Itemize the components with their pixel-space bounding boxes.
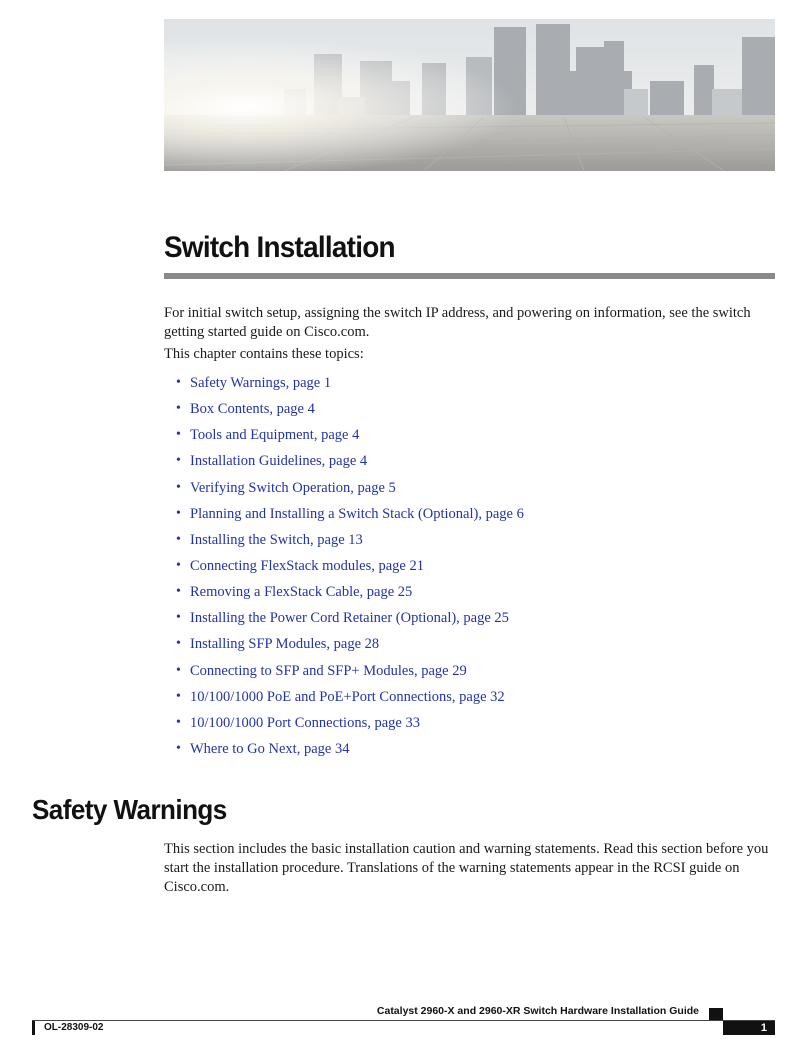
topic-link[interactable]: Installing the Power Cord Retainer (Optional), page 25	[190, 610, 509, 627]
bullet-icon: •	[176, 401, 181, 417]
bullet-icon: •	[176, 584, 181, 600]
bullet-icon: •	[176, 688, 181, 704]
title-rule	[164, 273, 775, 279]
bullet-icon: •	[176, 714, 181, 730]
bullet-icon: •	[176, 427, 181, 443]
chapter-title: Switch Installation	[164, 231, 395, 264]
topic-link[interactable]: Connecting to SFP and SFP+ Modules, page 29	[190, 662, 467, 679]
topic-link[interactable]: Removing a FlexStack Cable, page 25	[190, 584, 413, 601]
topic-link[interactable]: Tools and Equipment, page 4	[190, 427, 360, 444]
list-item	[176, 375, 524, 401]
topic-link[interactable]: Safety Warnings, page 1	[190, 375, 332, 391]
topic-link[interactable]: Installation Guidelines, page 4	[190, 453, 368, 470]
chapter-intro: For initial switch setup, assigning the switch IP address, and powering on information, see the switch getting started guide on Cisco.com.	[164, 305, 751, 340]
topic-link[interactable]: 10/100/1000 Port Connections, page 33	[190, 714, 420, 731]
list-item	[176, 506, 524, 532]
footer-guide-title: Catalyst 2960-X and 2960-XR Switch Hardware Installation Guide	[376, 1005, 699, 1017]
topic-link[interactable]: Planning and Installing a Switch Stack (Optional), page 6	[190, 505, 524, 522]
bullet-icon: •	[176, 557, 181, 573]
topics-lead: This chapter contains these topics:	[164, 346, 364, 362]
topic-link[interactable]: Box Contents, page 4	[190, 401, 315, 418]
section-title: Safety Warnings	[32, 794, 227, 825]
list-item	[176, 401, 524, 427]
bullet-icon: •	[176, 531, 181, 547]
footer-left-mark	[32, 1021, 35, 1035]
bullet-icon: •	[176, 375, 181, 390]
list-item	[176, 427, 524, 453]
bullet-icon: •	[176, 636, 181, 652]
bullet-icon: •	[176, 479, 181, 495]
list-item	[176, 636, 524, 662]
section-body: This section includes the basic installation caution and warning statements. Read this section before you start the installation procedure. Translations of the warning statements appear in the RCSI guide on Cisco.com.	[164, 841, 769, 895]
list-item	[176, 689, 524, 715]
bullet-icon: •	[176, 505, 181, 521]
list-item	[176, 610, 524, 636]
footer-doc-number: OL-28309-02	[44, 1022, 104, 1033]
topic-link[interactable]: Verifying Switch Operation, page 5	[190, 479, 396, 496]
list-item	[176, 558, 524, 584]
topic-link[interactable]: 10/100/1000 PoE and PoE+Port Connections, page 32	[190, 688, 505, 705]
footer-rule	[32, 1020, 775, 1021]
topic-list	[176, 375, 524, 767]
topic-link[interactable]: Installing the Switch, page 13	[190, 531, 363, 548]
list-item	[176, 480, 524, 506]
chapter-banner-image	[164, 19, 775, 171]
bullet-icon: •	[176, 740, 181, 756]
list-item	[176, 453, 524, 479]
page-number: 1	[723, 1021, 775, 1035]
topic-link[interactable]: Installing SFP Modules, page 28	[190, 636, 380, 653]
list-item	[176, 741, 524, 767]
list-item	[176, 715, 524, 741]
topic-link[interactable]: Connecting FlexStack modules, page 21	[190, 557, 424, 574]
bullet-icon: •	[176, 662, 181, 678]
list-item	[176, 584, 524, 610]
footer-tab-mark	[709, 1008, 723, 1020]
list-item	[176, 663, 524, 689]
list-item	[176, 532, 524, 558]
bullet-icon: •	[176, 453, 181, 469]
topic-link[interactable]: Where to Go Next, page 34	[190, 740, 350, 757]
bullet-icon: •	[176, 610, 181, 626]
